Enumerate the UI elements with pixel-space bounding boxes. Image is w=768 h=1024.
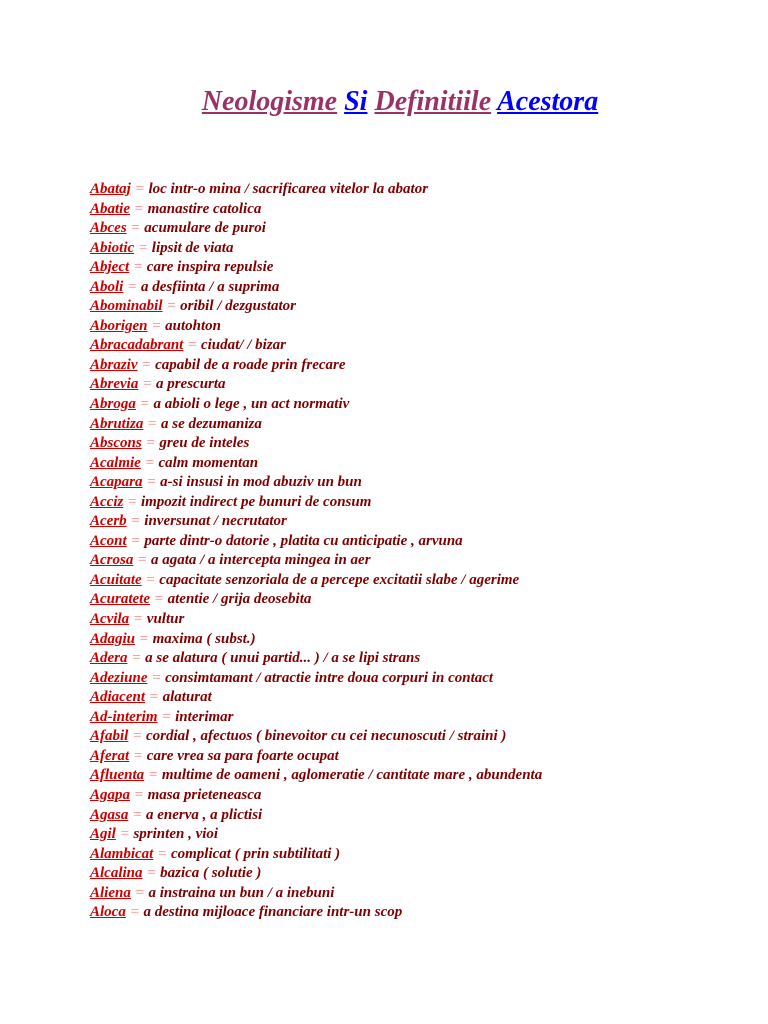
- glossary-term-link[interactable]: Abominabil: [90, 298, 163, 315]
- glossary-term-link[interactable]: Acciz: [90, 493, 124, 510]
- glossary-term-link[interactable]: Acerb: [90, 513, 127, 530]
- glossary-term-link[interactable]: Abject: [90, 259, 130, 276]
- equals-sign: =: [125, 904, 144, 921]
- glossary-entry: [90, 806, 750, 826]
- glossary-entry: [90, 864, 750, 884]
- glossary-definition: calm momentan: [158, 454, 259, 471]
- glossary-term-link[interactable]: Aborigen: [90, 317, 148, 334]
- glossary-definition: alaturat: [162, 689, 212, 706]
- glossary-entry: [90, 571, 750, 591]
- glossary-definition: loc intr-o mina / sacrificarea vitelor la abator: [148, 181, 429, 197]
- glossary-definition: interimar: [175, 708, 234, 725]
- glossary-entry: [90, 493, 750, 513]
- equals-sign: =: [147, 669, 166, 686]
- glossary-definition: a prescurta: [155, 376, 226, 393]
- glossary-definition: a-si insusi in mod abuziv un bun: [160, 474, 362, 491]
- glossary-list: [90, 180, 750, 923]
- equals-sign: =: [157, 708, 176, 725]
- glossary-term-link[interactable]: Afluenta: [90, 767, 145, 784]
- glossary-definition: capacitate senzoriala de a percepe excitatii slabe / agerime: [159, 571, 520, 588]
- glossary-definition: oribil / dezgustator: [180, 298, 297, 315]
- equals-sign: =: [144, 767, 162, 784]
- glossary-term-link[interactable]: Acont: [90, 532, 127, 549]
- equals-sign: =: [123, 278, 141, 295]
- glossary-term-link[interactable]: Abatie: [90, 200, 130, 217]
- equals-sign: =: [130, 200, 148, 217]
- glossary-term-link[interactable]: Aferat: [90, 747, 130, 764]
- equals-sign: =: [126, 513, 145, 530]
- page-title: [0, 86, 768, 118]
- glossary-entry: [90, 336, 750, 356]
- glossary-entry: [90, 708, 750, 728]
- title-word-4: Acestora: [497, 86, 599, 117]
- glossary-entry: [90, 434, 750, 454]
- glossary-entry: [90, 317, 750, 337]
- glossary-entry: [90, 669, 750, 689]
- glossary-entry: [90, 473, 750, 493]
- glossary-entry: [90, 258, 750, 278]
- glossary-entry: [90, 747, 750, 767]
- glossary-definition: a agata / a intercepta mingea in aer: [150, 552, 371, 569]
- glossary-term-link[interactable]: Agapa: [90, 786, 131, 803]
- equals-sign: =: [126, 532, 145, 549]
- equals-sign: =: [162, 298, 181, 315]
- equals-sign: =: [135, 630, 153, 647]
- glossary-definition: capabil de a roade prin frecare: [155, 356, 346, 373]
- glossary-term-link[interactable]: Abrutiza: [90, 415, 144, 432]
- glossary-definition: complicat ( prin subtilitati ): [170, 845, 341, 862]
- glossary-term-link[interactable]: Adera: [90, 650, 128, 667]
- glossary-term-link[interactable]: Abracadabrant: [90, 337, 184, 354]
- glossary-definition: multime de oameni , aglomeratie / cantitate mare , abundenta: [161, 767, 543, 784]
- equals-sign: =: [123, 493, 141, 510]
- glossary-entry: [90, 688, 750, 708]
- glossary-term-link[interactable]: Abataj: [90, 181, 131, 197]
- glossary-definition: a se alatura ( unui partid... ) / a se lipi strans: [145, 650, 421, 667]
- equals-sign: =: [134, 239, 152, 256]
- glossary-term-link[interactable]: Acuitate: [90, 571, 142, 588]
- glossary-entry: [90, 297, 750, 317]
- glossary-entry: [90, 532, 750, 552]
- glossary-definition: ciudat/ / bizar: [200, 337, 286, 354]
- glossary-term-link[interactable]: Alambicat: [90, 845, 154, 862]
- equals-sign: =: [129, 259, 147, 276]
- glossary-term-link[interactable]: Acalmie: [90, 454, 141, 471]
- glossary-term-link[interactable]: Ad-interim: [90, 708, 158, 725]
- equals-sign: =: [129, 611, 147, 628]
- equals-sign: =: [130, 884, 149, 901]
- glossary-term-link[interactable]: Agil: [90, 826, 116, 843]
- glossary-entry: [90, 356, 750, 376]
- equals-sign: =: [138, 376, 156, 393]
- glossary-term-link[interactable]: Aloca: [90, 904, 126, 921]
- equals-sign: =: [142, 865, 161, 882]
- glossary-term-link[interactable]: Abces: [90, 220, 127, 237]
- glossary-entry: [90, 180, 750, 200]
- glossary-definition: bazica ( solutie ): [160, 865, 262, 882]
- glossary-entry: [90, 630, 750, 650]
- glossary-definition: acumulare de puroi: [144, 220, 266, 237]
- glossary-definition: lipsit de viata: [151, 239, 234, 256]
- glossary-definition: a se dezumaniza: [160, 415, 262, 432]
- glossary-definition: a desfiinta / a suprima: [140, 278, 280, 295]
- title-word-1: Neologisme: [201, 86, 338, 117]
- equals-sign: =: [150, 591, 168, 608]
- glossary-term-link[interactable]: Adiacent: [90, 689, 145, 706]
- glossary-definition: maxima ( subst.): [152, 630, 256, 647]
- glossary-term-link[interactable]: Acuratete: [90, 591, 150, 608]
- glossary-term-link[interactable]: Abscons: [90, 435, 142, 452]
- equals-sign: =: [135, 396, 154, 413]
- equals-sign: =: [142, 474, 161, 491]
- equals-sign: =: [133, 552, 151, 569]
- glossary-definition: greu de inteles: [159, 435, 250, 452]
- glossary-entry: [90, 727, 750, 747]
- glossary-term-link[interactable]: Acvila: [90, 611, 130, 628]
- equals-sign: =: [183, 337, 201, 354]
- equals-sign: =: [141, 571, 160, 588]
- glossary-definition: atentie / grija deosebita: [167, 591, 312, 608]
- glossary-term-link[interactable]: Adeziune: [90, 669, 148, 686]
- glossary-entry: [90, 395, 750, 415]
- glossary-definition: a instraina un bun / a inebuni: [148, 884, 335, 901]
- glossary-definition: parte dintr-o datorie , platita cu anticipatie , arvuna: [144, 532, 463, 549]
- equals-sign: =: [141, 435, 160, 452]
- glossary-term-link[interactable]: Abraziv: [90, 356, 138, 373]
- equals-sign: =: [153, 845, 171, 862]
- glossary-term-link[interactable]: Adagiu: [90, 630, 136, 647]
- glossary-definition: inversunat / necrutator: [144, 513, 287, 530]
- glossary-definition: a enerva , a plictisi: [145, 806, 263, 823]
- glossary-definition: autohton: [165, 317, 222, 334]
- glossary-definition: manastire catolica: [147, 200, 262, 217]
- glossary-definition: masa prieteneasca: [147, 786, 262, 803]
- equals-sign: =: [145, 689, 163, 706]
- equals-sign: =: [127, 650, 146, 667]
- glossary-term-link[interactable]: Acrosa: [90, 552, 134, 569]
- glossary-entry: [90, 590, 750, 610]
- glossary-term-link[interactable]: Abiotic: [90, 239, 135, 256]
- glossary-entry: [90, 375, 750, 395]
- glossary-entry: [90, 219, 750, 239]
- glossary-term-link[interactable]: Alcalina: [90, 865, 143, 882]
- equals-sign: =: [147, 317, 166, 334]
- glossary-definition: a abioli o lege , un act normativ: [153, 396, 350, 413]
- glossary-definition: cordial , afectuos ( binevoitor cu cei necunoscuti / straini ): [145, 728, 507, 745]
- glossary-term-link[interactable]: Acapara: [90, 474, 143, 491]
- title-word-2: Si: [344, 86, 368, 117]
- glossary-entry: [90, 239, 750, 259]
- glossary-entry: [90, 884, 750, 904]
- equals-sign: =: [130, 181, 149, 197]
- equals-sign: =: [137, 356, 156, 373]
- equals-sign: =: [115, 826, 134, 843]
- glossary-entry: [90, 512, 750, 532]
- equals-sign: =: [130, 786, 148, 803]
- equals-sign: =: [128, 806, 146, 823]
- glossary-term-link[interactable]: Afabil: [90, 728, 129, 745]
- glossary-term-link[interactable]: Aboli: [90, 278, 124, 295]
- equals-sign: =: [140, 454, 159, 471]
- title-word-3: Definitiile: [374, 86, 492, 117]
- glossary-definition: consimtamant / atractie intre doua corpuri in contact: [165, 669, 494, 686]
- glossary-term-link[interactable]: Aliena: [90, 884, 131, 901]
- glossary-entry: [90, 551, 750, 571]
- glossary-entry: [90, 845, 750, 865]
- glossary-definition: care inspira repulsie: [146, 259, 274, 276]
- glossary-definition: impozit indirect pe bunuri de consum: [140, 493, 372, 510]
- glossary-definition: care vrea sa para foarte ocupat: [146, 747, 339, 764]
- glossary-entry: [90, 903, 750, 923]
- glossary-entry: [90, 454, 750, 474]
- glossary-entry: [90, 415, 750, 435]
- glossary-entry: [90, 786, 750, 806]
- glossary-entry: [90, 766, 750, 786]
- equals-sign: =: [143, 415, 161, 432]
- glossary-term-link[interactable]: Agasa: [90, 806, 129, 823]
- glossary-term-link[interactable]: Abroga: [90, 396, 136, 413]
- glossary-definition: a destina mijloace financiare intr-un scop: [143, 904, 403, 921]
- glossary-definition: vultur: [146, 611, 185, 628]
- glossary-entry: [90, 200, 750, 220]
- glossary-definition: sprinten , vioi: [133, 826, 219, 843]
- equals-sign: =: [128, 728, 146, 745]
- glossary-term-link[interactable]: Abrevia: [90, 376, 139, 393]
- glossary-entry: [90, 649, 750, 669]
- glossary-entry: [90, 825, 750, 845]
- equals-sign: =: [129, 747, 147, 764]
- glossary-entry: [90, 610, 750, 630]
- equals-sign: =: [126, 220, 145, 237]
- glossary-entry: [90, 278, 750, 298]
